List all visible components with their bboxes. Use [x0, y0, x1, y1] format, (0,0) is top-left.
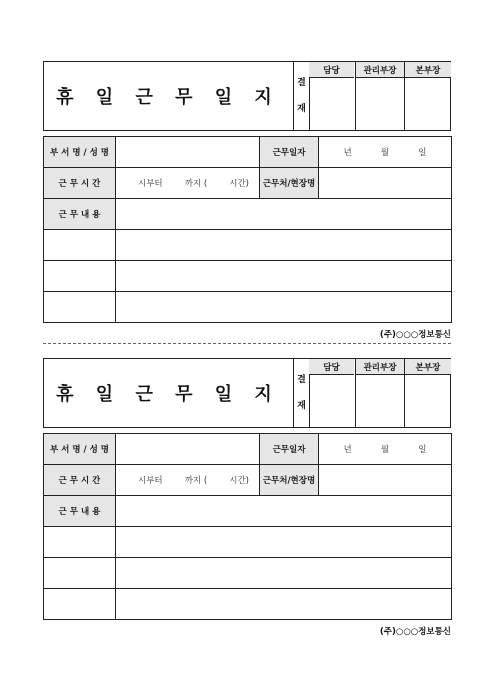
time-hours-label: 시간) — [229, 179, 249, 189]
content-row-label-blank — [44, 261, 116, 292]
work-time-field[interactable] — [116, 168, 260, 199]
month-label: 월 — [380, 445, 390, 455]
content-row-label-blank — [44, 527, 116, 558]
month-label: 월 — [380, 148, 390, 158]
content-row-1[interactable] — [116, 199, 452, 230]
approval-sign-staff[interactable] — [309, 375, 354, 427]
site-label: 근무처/현장명 — [260, 465, 319, 496]
content-label: 근 무 내 용 — [44, 199, 116, 230]
approval-header-staff: 담당 — [309, 359, 354, 375]
company-name: (주)○○○정보통신 — [379, 627, 451, 637]
content-label: 근 무 내 용 — [44, 496, 116, 527]
content-row-4[interactable] — [116, 589, 452, 620]
work-time-field[interactable] — [116, 465, 260, 496]
content-row-3[interactable] — [116, 558, 452, 589]
approval-header-director: 본부장 — [404, 359, 451, 375]
work-time-label: 근 무 시 간 — [44, 465, 116, 496]
content-row-4[interactable] — [116, 292, 452, 323]
site-label: 근무처/현장명 — [260, 168, 319, 199]
content-row-2[interactable] — [116, 527, 452, 558]
form-table — [43, 433, 452, 620]
day-label: 일 — [418, 148, 427, 158]
company-name: (주)○○○정보통신 — [379, 330, 451, 340]
work-date-label: 근무일자 — [260, 434, 319, 465]
form-table — [43, 136, 452, 323]
time-until-label: 까지 ( — [184, 476, 208, 486]
time-until-label: 까지 ( — [184, 179, 208, 189]
work-date-field[interactable] — [319, 434, 452, 465]
approval-header-director: 본부장 — [404, 62, 451, 78]
approval-label-bottom: 재 — [297, 104, 306, 114]
approval-label-top: 결 — [297, 78, 306, 88]
content-row-label-blank — [44, 292, 116, 323]
dept-name-field[interactable] — [116, 137, 260, 168]
time-from-label: 시부터 — [138, 179, 163, 189]
work-date-field[interactable] — [319, 137, 452, 168]
dept-name-label: 부 서 명 / 성 명 — [44, 137, 116, 168]
approval-header-manager: 관리부장 — [355, 62, 404, 78]
approval-label-bottom: 재 — [297, 401, 306, 411]
content-row-3[interactable] — [116, 261, 452, 292]
form-title: 휴 일 근 무 일 지 — [56, 87, 280, 108]
year-label: 년 — [343, 148, 352, 158]
time-from-label: 시부터 — [138, 476, 163, 486]
form-title: 휴 일 근 무 일 지 — [56, 384, 280, 405]
content-row-label-blank — [44, 230, 116, 261]
content-row-1[interactable] — [116, 496, 452, 527]
approval-label — [293, 62, 310, 130]
approval-header-staff: 담당 — [309, 62, 354, 78]
day-label: 일 — [418, 445, 427, 455]
work-date-label: 근무일자 — [260, 137, 319, 168]
work-log-form-1 — [43, 61, 451, 343]
approval-label — [293, 359, 310, 427]
approval-label-top: 결 — [297, 375, 306, 385]
approval-sign-manager[interactable] — [355, 78, 404, 130]
form-header — [43, 61, 451, 131]
dept-name-label: 부 서 명 / 성 명 — [44, 434, 116, 465]
site-field[interactable] — [319, 465, 452, 496]
approval-sign-manager[interactable] — [355, 375, 404, 427]
approval-sign-director[interactable] — [404, 375, 451, 427]
time-hours-label: 시간) — [229, 476, 249, 486]
content-row-label-blank — [44, 589, 116, 620]
approval-header-manager: 관리부장 — [355, 359, 404, 375]
work-log-form-2 — [43, 358, 451, 640]
dept-name-field[interactable] — [116, 434, 260, 465]
work-time-label: 근 무 시 간 — [44, 168, 116, 199]
cut-line — [43, 343, 451, 344]
year-label: 년 — [343, 445, 352, 455]
site-field[interactable] — [319, 168, 452, 199]
approval-sign-staff[interactable] — [309, 78, 354, 130]
form-header — [43, 358, 451, 428]
approval-sign-director[interactable] — [404, 78, 451, 130]
content-row-2[interactable] — [116, 230, 452, 261]
content-row-label-blank — [44, 558, 116, 589]
